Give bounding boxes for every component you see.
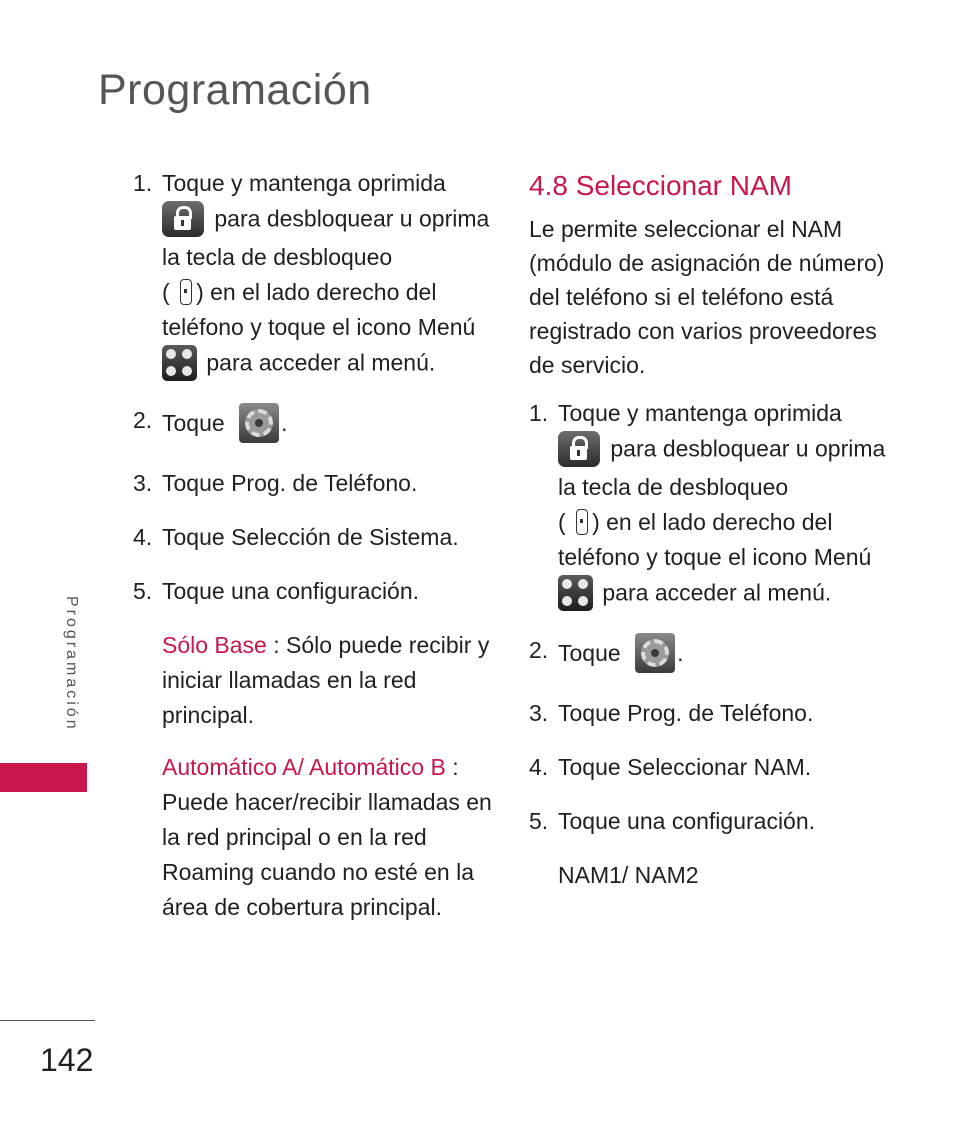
step-number: 1.: [133, 170, 153, 196]
option-automatico: [133, 750, 493, 925]
step-text: Toque: [162, 524, 225, 550]
step-text: (: [558, 509, 566, 535]
step-number: 5.: [133, 578, 153, 604]
step-text: Toque: [558, 700, 621, 726]
step-text: para acceder al menú.: [206, 349, 436, 376]
left-step-5: [133, 574, 493, 609]
left-step-4: [133, 520, 493, 555]
right-step-2: [529, 633, 889, 677]
option-separator: :: [266, 632, 287, 658]
option-nam: [529, 858, 889, 893]
step-text: para desbloquear u oprima la tecla de desbloqueo: [162, 205, 490, 270]
footer-divider: [0, 1020, 95, 1021]
right-step-4: [529, 750, 889, 785]
menu-option-name: Prog. de Teléfono: [231, 470, 411, 496]
step-text: Toque una configuración.: [162, 578, 420, 604]
right-column: [529, 166, 889, 910]
settings-icon: [635, 633, 675, 673]
step-number: 4.: [529, 754, 549, 780]
step-text: para desbloquear u oprima la tecla de desbloqueo: [558, 435, 886, 500]
menu-icon: [162, 345, 197, 381]
step-text: Toque: [558, 754, 621, 780]
step-text: Toque: [162, 470, 225, 496]
side-section-label: Programación: [63, 596, 80, 732]
step-text: Toque: [558, 640, 621, 667]
left-column: [133, 166, 493, 942]
step-end: .: [804, 754, 812, 780]
option-label: NAM1/ NAM2: [558, 862, 699, 888]
option-label: Automático A/ Automático B: [162, 754, 446, 780]
unlock-key-icon: [180, 279, 192, 305]
option-solo-base: [133, 628, 493, 733]
step-end: .: [806, 700, 814, 726]
option-description: Puede hacer/recibir llamadas en la red principal o en la red Roaming cuando no esté en la área de cobertura principal.: [162, 789, 492, 920]
step-end: .: [452, 524, 459, 550]
right-step-1: [529, 396, 889, 614]
right-step-3: [529, 696, 889, 731]
lock-icon: [558, 431, 600, 467]
page-title: Programación: [98, 66, 372, 114]
left-step-2: [133, 403, 493, 447]
step-text: para acceder al menú.: [602, 579, 832, 606]
right-steps: [529, 396, 889, 839]
option-description: Sólo puede recibir y iniciar llamadas en la red principal.: [162, 632, 490, 728]
step-text: ) en el lado derecho del teléfono y toque el icono Menú: [162, 279, 476, 340]
page-number: 142: [40, 1042, 94, 1078]
left-step-3: [133, 466, 493, 501]
step-end: .: [677, 640, 684, 667]
step-number: 4.: [133, 524, 153, 550]
option-label: Sólo Base: [162, 632, 267, 658]
left-step-1: [133, 166, 493, 384]
section-heading: 4.8 Seleccionar NAM: [529, 170, 793, 201]
option-separator: :: [445, 754, 459, 780]
step-text: Toque y mantenga oprimida: [558, 400, 842, 426]
step-end: .: [410, 470, 418, 496]
step-number: 3.: [133, 470, 153, 496]
menu-option-name: Prog. de Teléfono: [627, 700, 807, 726]
step-text: Toque una configuración.: [558, 808, 816, 834]
lock-icon: [162, 201, 204, 237]
menu-icon: [558, 575, 593, 611]
step-number: 1.: [529, 400, 549, 426]
step-number: 5.: [529, 808, 549, 834]
step-text: Toque: [162, 410, 225, 437]
step-number: 2.: [133, 407, 153, 433]
side-section-tab: [0, 763, 87, 792]
step-number: 2.: [529, 637, 549, 663]
menu-option-name: Seleccionar NAM: [627, 754, 805, 780]
step-number: 3.: [529, 700, 549, 726]
unlock-key-icon: [576, 509, 588, 535]
step-end: .: [281, 410, 288, 437]
left-steps: [133, 166, 493, 609]
step-text: (: [162, 279, 170, 305]
section-intro: Le permite seleccionar el NAM (módulo de asignación de número) del teléfono si el teléfono está registrado con varios proveedores de servicio.: [529, 216, 885, 378]
right-step-5: [529, 804, 889, 839]
step-text: ) en el lado derecho del teléfono y toque el icono Menú: [558, 509, 872, 570]
menu-option-name: Selección de Sistema: [231, 524, 453, 550]
step-text: Toque y mantenga oprimida: [162, 170, 446, 196]
settings-icon: [239, 403, 279, 443]
